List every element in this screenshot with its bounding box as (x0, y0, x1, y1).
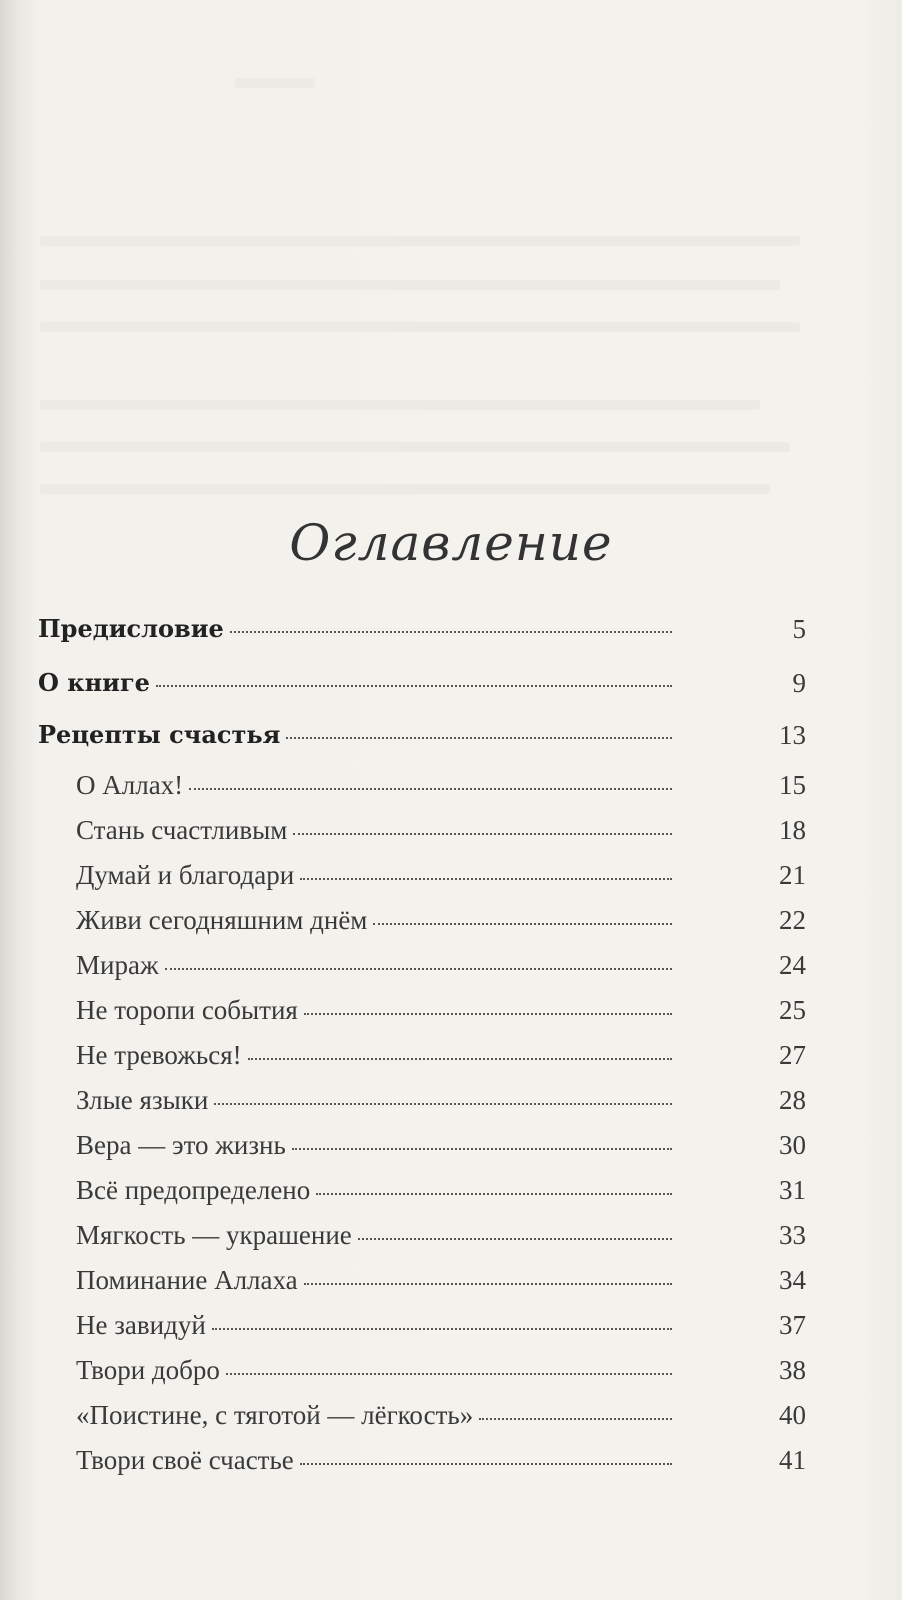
dot-leader (156, 685, 672, 687)
dot-leader (316, 1193, 672, 1195)
toc-page-number: 30 (779, 1130, 806, 1160)
toc-entry-recipes (38, 720, 678, 760)
dot-leader (189, 788, 672, 790)
toc-entry-label: Предисловие (38, 614, 224, 643)
toc-subentry (76, 1220, 678, 1260)
dot-leader (300, 878, 672, 880)
toc-page-number: 28 (779, 1085, 806, 1115)
toc-subentry (76, 995, 678, 1035)
toc-subentry (76, 1265, 678, 1305)
dot-leader (214, 1103, 672, 1105)
toc-page-number: 33 (779, 1220, 806, 1250)
toc-entry-label: Вера — это жизнь (76, 1130, 286, 1160)
toc-page-number: 18 (779, 815, 806, 845)
toc-page-number: 37 (779, 1310, 806, 1340)
toc-page-number: 27 (779, 1040, 806, 1070)
toc-entry-label: Стань счастливым (76, 815, 288, 845)
show-through-text (40, 484, 770, 494)
page-title: Оглавление (289, 514, 613, 572)
dot-leader (165, 968, 672, 970)
dot-leader (212, 1328, 672, 1330)
toc-subentry (76, 905, 678, 945)
dot-leader (226, 1373, 672, 1375)
toc-subentry (76, 860, 678, 900)
toc-entry-label: Твори добро (76, 1355, 220, 1385)
show-through-text (40, 322, 800, 332)
toc-subentry (76, 815, 678, 855)
toc-page-number: 24 (779, 950, 806, 980)
toc-entry-label: Мягкость — украшение (76, 1220, 352, 1250)
toc-page-number: 5 (792, 614, 806, 644)
toc-page-number: 21 (779, 860, 806, 890)
toc-entry-label: Поминание Аллаха (76, 1265, 298, 1295)
toc-entry-label: Не завидуй (76, 1310, 206, 1340)
dot-leader (293, 833, 672, 835)
toc-page-number: 13 (779, 720, 806, 750)
dot-leader (373, 923, 672, 925)
show-through-text (40, 280, 780, 290)
dot-leader (292, 1148, 672, 1150)
toc-entry-label: Всё предопределено (76, 1175, 311, 1205)
toc-page-number: 25 (779, 995, 806, 1025)
toc-subentry (76, 770, 678, 810)
dot-leader (479, 1418, 672, 1420)
toc-page-number: 15 (779, 770, 806, 800)
dot-leader (230, 631, 672, 633)
toc-entry-label: Живи сегодняшним днём (76, 905, 368, 935)
show-through-text (40, 236, 800, 246)
toc-page-number: 31 (779, 1175, 806, 1205)
toc-subentry (76, 1445, 678, 1485)
toc-entry-label: Не торопи события (76, 995, 298, 1025)
show-through-text (235, 78, 315, 88)
toc-page-number: 38 (779, 1355, 806, 1385)
toc-page-number: 22 (779, 905, 806, 935)
toc-entry-label: Твори своё счастье (76, 1445, 294, 1475)
toc-subentry (76, 1085, 678, 1125)
toc-subentry (76, 1175, 678, 1215)
dot-leader (304, 1013, 672, 1015)
toc-entry-preface (38, 614, 678, 654)
dot-leader (248, 1058, 672, 1060)
toc-subentry (76, 1040, 678, 1080)
toc-page-number: 9 (792, 668, 806, 698)
toc-entry-label: Мираж (76, 950, 159, 980)
toc-entry-label: Злые языки (76, 1085, 209, 1115)
toc-entry-label: Думай и благодари (76, 860, 295, 890)
toc-entry-label: О Аллах! (76, 770, 184, 800)
toc-entry-label: Рецепты счастья (38, 720, 281, 749)
dot-leader (300, 1463, 672, 1465)
dot-leader (304, 1283, 672, 1285)
toc-subentry (76, 950, 678, 990)
toc-page-number: 34 (779, 1265, 806, 1295)
toc-subentry (76, 1310, 678, 1350)
toc-subentry (76, 1355, 678, 1395)
show-through-text (40, 400, 760, 410)
toc-subentry (76, 1400, 678, 1440)
toc-page-number: 41 (779, 1445, 806, 1475)
toc-entry-label: О книге (38, 668, 150, 697)
dot-leader (286, 737, 672, 739)
toc-entry-about-book (38, 668, 678, 708)
dot-leader (358, 1238, 672, 1240)
toc-page-number: 40 (779, 1400, 806, 1430)
toc-subentry (76, 1130, 678, 1170)
toc-entry-label: «Поистине, с тяготой — лёгкость» (76, 1400, 474, 1430)
show-through-text (40, 442, 790, 452)
toc-entry-label: Не тревожься! (76, 1040, 242, 1070)
